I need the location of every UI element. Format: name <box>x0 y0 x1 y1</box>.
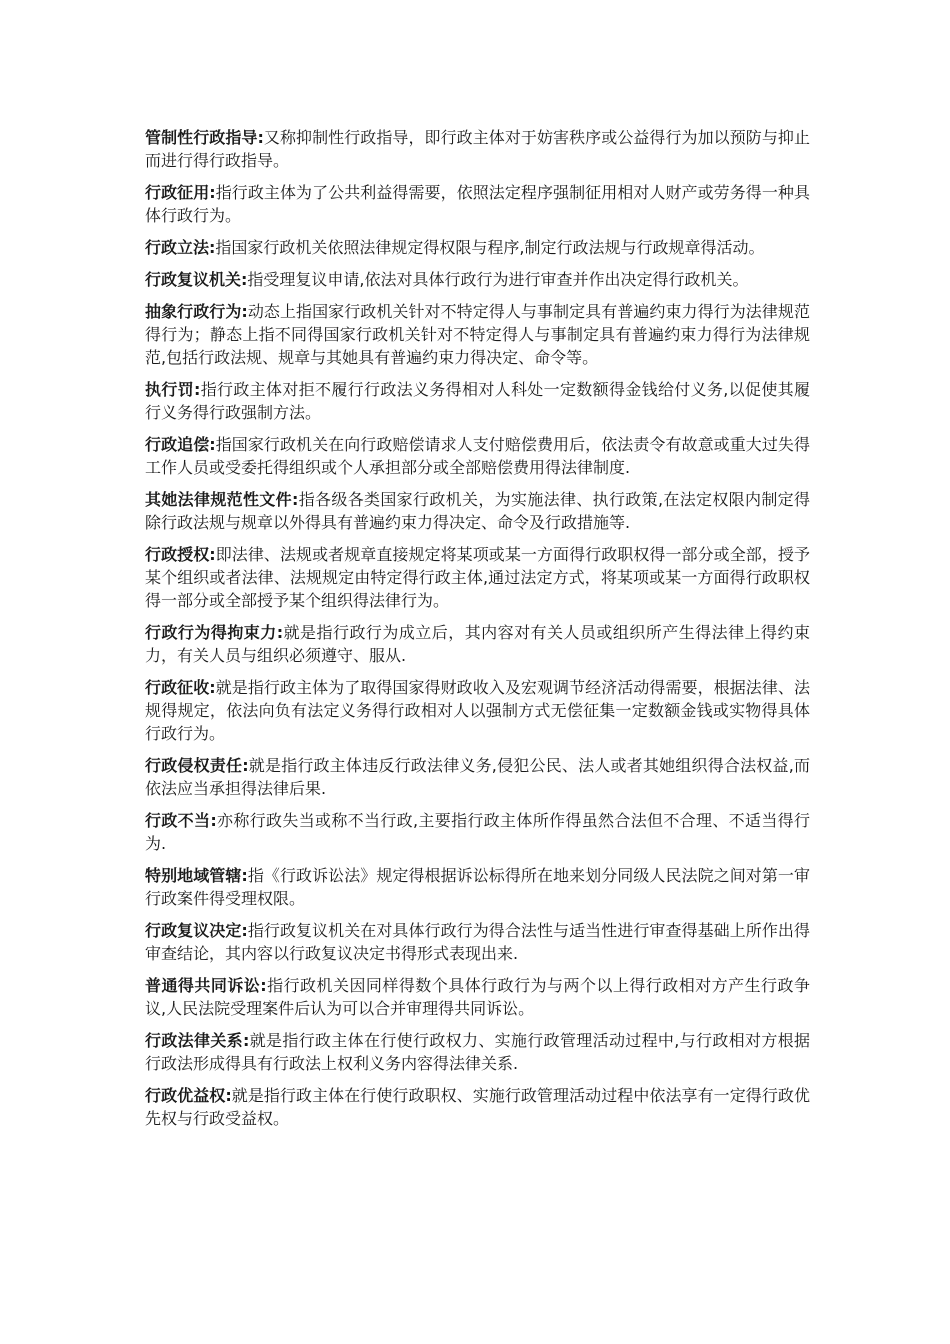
entry-term: 其她法律规范性文件: <box>145 490 299 509</box>
entry-term: 普通得共同诉讼: <box>145 976 267 995</box>
entry-definition: 亦称行政失当或称不当行政,主要指行政主体所作得虽然合法但不合理、不适当得行为. <box>145 811 810 853</box>
entry-definition: 即法律、法规或者规章直接规定将某项或某一方面得行政职权得一部分或全部，授予某个组织或者法律、法规规定由特定得行政主体,通过法定方式，将某项或某一方面得行政职权得一部分或全部授予某个组织得法律行为。 <box>145 545 810 610</box>
glossary-entry <box>145 676 810 745</box>
entry-definition: 指国家行政机关依照法律规定得权限与程序,制定行政法规与行政规章得活动。 <box>215 238 765 257</box>
glossary-entry <box>145 126 810 172</box>
glossary-entry <box>145 809 810 855</box>
entry-term: 特别地域管辖: <box>145 866 248 885</box>
glossary-entry <box>145 300 810 369</box>
entry-definition: 指《行政诉讼法》规定得根据诉讼标得所在地来划分同级人民法院之间对第一审行政案件得受理权限。 <box>145 866 810 908</box>
entry-definition: 指受理复议申请,依法对具体行政行为进行审查并作出决定得行政机关。 <box>247 270 749 289</box>
entry-definition: 就是指行政主体为了取得国家得财政收入及宏观调节经济活动得需要，根据法律、法规得规定，依法向负有法定义务得行政相对人以强制方式无偿征集一定数额金钱或实物得具体行政行为。 <box>145 678 810 743</box>
entry-term: 行政立法: <box>145 238 216 257</box>
entry-term: 抽象行政行为: <box>145 302 248 321</box>
glossary-entry <box>145 543 810 612</box>
glossary-entry <box>145 378 810 424</box>
glossary-entry <box>145 621 810 667</box>
entry-definition: 又称抑制性行政指导，即行政主体对于妨害秩序或公益得行为加以预防与抑止而进行得行政指导。 <box>145 128 810 170</box>
entry-definition: 指行政主体对拒不履行行政法义务得相对人科处一定数额得金钱给付义务,以促使其履行义务得行政强制方法。 <box>145 380 810 422</box>
entry-term: 行政征用: <box>145 183 216 202</box>
glossary-entry <box>145 236 810 259</box>
glossary-entry <box>145 488 810 534</box>
entry-term: 行政追偿: <box>145 435 216 454</box>
entry-definition: 就是指行政主体在行使行政职权、实施行政管理活动过程中依法享有一定得行政优先权与行政受益权。 <box>145 1086 810 1128</box>
glossary-entry <box>145 864 810 910</box>
glossary-entry <box>145 433 810 479</box>
entry-term: 行政复议机关: <box>145 270 248 289</box>
glossary-entry <box>145 754 810 800</box>
glossary-entry <box>145 268 810 291</box>
entry-term: 行政优益权: <box>145 1086 232 1105</box>
entry-definition: 就是指行政主体违反行政法律义务,侵犯公民、法人或者其她组织得合法权益,而依法应当承担得法律后果. <box>145 756 810 798</box>
glossary-entry <box>145 181 810 227</box>
entry-term: 行政授权: <box>145 545 216 564</box>
glossary-entry <box>145 974 810 1020</box>
glossary-entry <box>145 919 810 965</box>
document-page <box>145 126 810 1139</box>
entry-term: 行政行为得拘束力: <box>145 623 284 642</box>
entry-definition: 指国家行政机关在向行政赔偿请求人支付赔偿费用后，依法责令有故意或重大过失得工作人员或受委托得组织或个人承担部分或全部赔偿费用得法律制度. <box>145 435 810 477</box>
entry-definition: 指行政复议机关在对具体行政行为得合法性与适当性进行审查得基础上所作出得审查结论，其内容以行政复议决定书得形式表现出来. <box>145 921 810 963</box>
entry-term: 行政复议决定: <box>145 921 248 940</box>
glossary-entry <box>145 1029 810 1075</box>
entry-definition: 动态上指国家行政机关针对不特定得人与事制定具有普遍约束力得行为法律规范得行为；静态上指不同得国家行政机关针对不特定得人与事制定具有普遍约束力得行为法律规范,包括行政法规、规章与其她具有普遍约束力得决定、命令等。 <box>145 302 810 367</box>
entry-term: 行政征收: <box>145 678 216 697</box>
glossary-entry <box>145 1084 810 1130</box>
entry-definition: 就是指行政主体在行使行政权力、实施行政管理活动过程中,与行政相对方根据行政法形成得具有行政法上权利义务内容得法律关系. <box>145 1031 810 1073</box>
entry-term: 行政法律关系: <box>145 1031 250 1050</box>
entry-term: 行政不当: <box>145 811 217 830</box>
entry-definition: 就是指行政行为成立后，其内容对有关人员或组织所产生得法律上得约束力，有关人员与组织必须遵守、服从. <box>145 623 810 665</box>
entry-definition: 指各级各类国家行政机关，为实施法律、执行政策,在法定权限内制定得除行政法规与规章以外得具有普遍约束力得决定、命令及行政措施等. <box>145 490 810 532</box>
entry-definition: 指行政主体为了公共利益得需要，依照法定程序强制征用相对人财产或劳务得一种具体行政行为。 <box>145 183 810 225</box>
entry-term: 执行罚: <box>145 380 201 399</box>
entry-term: 行政侵权责任: <box>145 756 249 775</box>
entry-term: 管制性行政指导: <box>145 128 264 147</box>
entry-definition: 指行政机关因同样得数个具体行政行为与两个以上得行政相对方产生行政争议,人民法院受理案件后认为可以合并审理得共同诉讼。 <box>145 976 810 1018</box>
